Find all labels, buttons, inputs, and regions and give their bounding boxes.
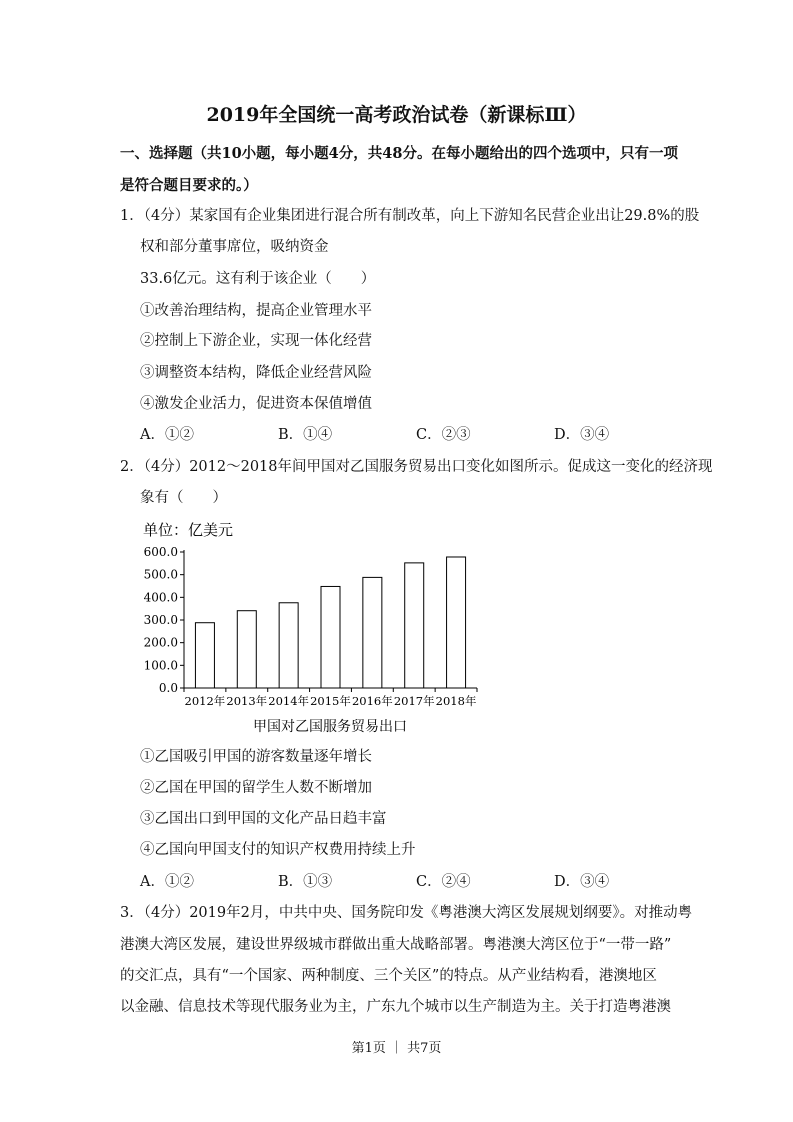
option-a: A．①② xyxy=(140,874,194,890)
q1-item: ①改善治理结构，提高企业管理水平 xyxy=(140,303,372,319)
y-tick-label: 0.0 xyxy=(158,681,178,695)
option-d: D．③④ xyxy=(554,427,610,443)
q2-options xyxy=(140,873,692,891)
q1-item: ②控制上下游企业，实现一体化经营 xyxy=(140,333,372,349)
y-tick-label: 500.0 xyxy=(143,567,178,582)
q2-item: ②乙国在甲国的留学生人数不断增加 xyxy=(140,780,372,796)
x-tick-label: 2018年 xyxy=(435,694,477,708)
bar-2014年 xyxy=(279,603,298,688)
q3-stem: 以金融、信息技术等现代服务业为主，广东九个城市以生产制造为主。关于打造粤港澳 xyxy=(120,999,671,1015)
option-c: C．②③ xyxy=(416,427,471,443)
q1-stem: 权和部分董事席位，吸纳资金 xyxy=(140,239,329,255)
x-tick-label: 2012年 xyxy=(184,694,226,708)
option-a: A．①② xyxy=(140,427,194,443)
chart-title: 甲国对乙国服务贸易出口 xyxy=(253,719,407,735)
y-tick-label: 300.0 xyxy=(143,613,178,627)
page-title: 2019年全国统一高考政治试卷（新课标Ⅲ） xyxy=(206,104,587,126)
section-heading-cont: 是符合题目要求的。） xyxy=(120,177,258,194)
q1-stem: 33.6亿元。这有利于该企业（ ） xyxy=(140,271,376,287)
y-tick-label: 600.0 xyxy=(143,545,178,559)
q1-item: ④激发企业活力，促进资本保值增值 xyxy=(140,396,372,412)
x-tick-label: 2017年 xyxy=(393,694,435,708)
page-footer: 第1页 ｜ 共7页 xyxy=(351,1041,442,1056)
bar-2017年 xyxy=(405,563,424,688)
q2-stem: 2．（4分）2012～2018年间甲国对乙国服务贸易出口变化如图所示。促成这一变化的经济现 xyxy=(120,459,713,475)
bar-2016年 xyxy=(363,577,382,688)
q3-stem: 港澳大湾区发展，建设世界级城市群做出重大战略部署。粤港澳大湾区位于“一带一路” xyxy=(120,937,672,953)
q1-stem: 1．（4分）某家国有企业集团进行混合所有制改革，向上下游知名民营企业出让29.8%的股 xyxy=(120,208,700,224)
q2-item: ①乙国吸引甲国的游客数量逐年增长 xyxy=(140,749,372,765)
q2-item: ③乙国出口到甲国的文化产品日趋丰富 xyxy=(140,811,387,827)
q3-stem: 3．（4分）2019年2月，中共中央、国务院印发《粤港澳大湾区发展规划纲要》。对推动粤 xyxy=(120,905,693,921)
x-tick-label: 2015年 xyxy=(310,694,351,708)
x-tick-label: 2016年 xyxy=(351,694,393,708)
y-tick-label: 200.0 xyxy=(143,635,178,650)
q3-stem: 的交汇点，具有“一个国家、两种制度、三个关区”的特点。从产业结构看，港澳地区 xyxy=(120,968,657,984)
bar-2018年 xyxy=(447,557,466,688)
option-b: B．①④ xyxy=(278,427,333,443)
option-b: B．①③ xyxy=(278,874,333,890)
x-tick-label: 2014年 xyxy=(268,694,310,708)
section-heading: 一、选择题（共10小题，每小题4分，共48分。在每小题给出的四个选项中，只有一项 xyxy=(120,145,678,162)
y-tick-label: 100.0 xyxy=(143,658,178,673)
bar-2012年 xyxy=(195,623,214,688)
x-tick-label: 2013年 xyxy=(226,694,268,708)
option-c: C．②④ xyxy=(416,874,471,890)
bar-2015年 xyxy=(321,586,340,688)
q2-stem: 象有（ ） xyxy=(140,490,227,506)
q2-item: ④乙国向甲国支付的知识产权费用持续上升 xyxy=(140,842,416,858)
q1-item: ③调整资本结构，降低企业经营风险 xyxy=(140,365,372,381)
y-tick-label: 400.0 xyxy=(143,590,178,605)
option-d: D．③④ xyxy=(554,874,610,890)
bar-2013年 xyxy=(237,611,256,688)
chart-unit-label: 单位：亿美元 xyxy=(143,521,234,539)
